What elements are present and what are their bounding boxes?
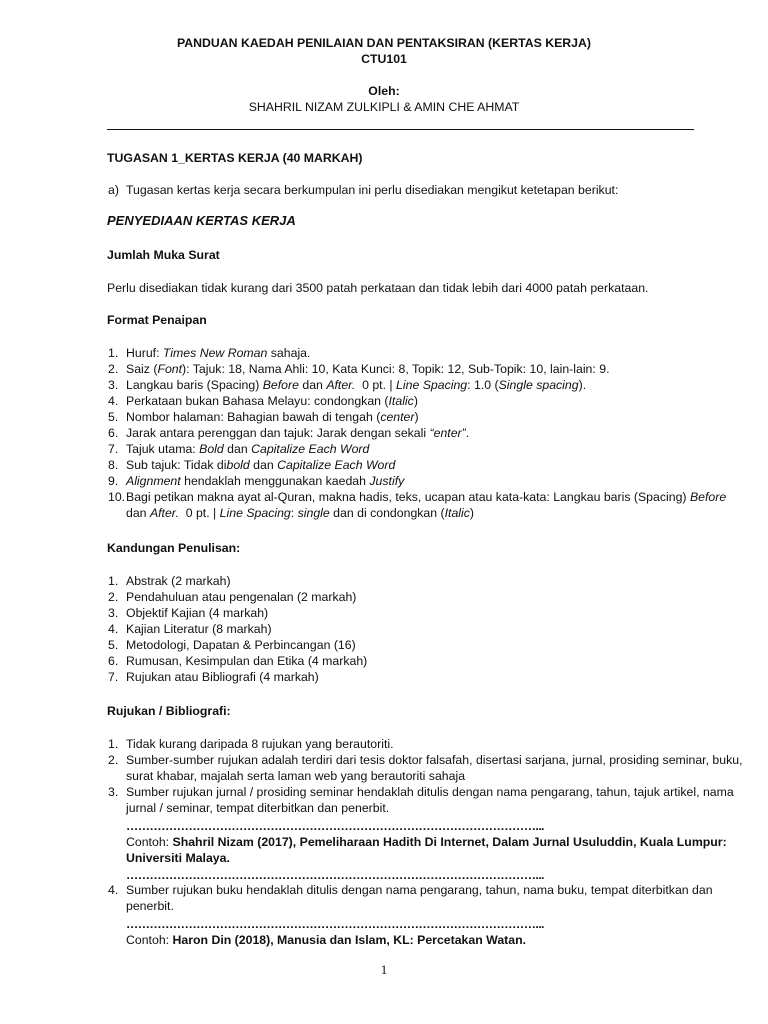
example-book: Contoh: Haron Din (2018), Manusia dan Islam, KL: Percetakan Watan. (126, 933, 527, 947)
document-title: PANDUAN KAEDAH PENILAIAN DAN PENTAKSIRAN (KERTAS KERJA) (176, 36, 591, 50)
page-number: 1 (380, 962, 388, 977)
section-title: PENYEDIAAN KERTAS KERJA (107, 213, 296, 228)
dotted-separator: ……………………………………………………………………………………………... (126, 868, 544, 882)
content-heading: Kandungan Penulisan: (107, 541, 241, 555)
dotted-separator: ……………………………………………………………………………………………... (126, 819, 544, 833)
dotted-separator: ……………………………………………………………………………………………... (126, 917, 544, 931)
intro-marker: a) (108, 183, 119, 197)
course-code: CTU101 (361, 52, 407, 66)
example-journal-cont: Universiti Malaya. (126, 851, 230, 865)
authors: SHAHRIL NIZAM ZULKIPLI & AMIN CHE AHMAT (248, 100, 520, 114)
pages-heading: Jumlah Muka Surat (107, 248, 220, 262)
format-heading: Format Penaipan (107, 313, 207, 327)
task-heading: TUGASAN 1_KERTAS KERJA (40 MARKAH) (107, 151, 363, 165)
references-heading: Rujukan / Bibliografi: (107, 704, 231, 718)
document-page: PANDUAN KAEDAH PENILAIAN DAN PENTAKSIRAN (KERTAS KERJA) CTU101 Oleh: SHAHRIL NIZAM ZULKIPLI & AMIN CHE AHMAT TUGASAN 1_KERTAS KERJA (40 MARKAH) a) Tugasan kertas kerja secara berkumpulan ini perlu disediakan mengikut ketetapan berikut: PENYEDIAAN KERTAS KERJA Jumlah Muka Surat Perlu disediakan tidak kurang dari 3500 patah perkataan dan tidak lebih dari 4000 patah perkataan. Format Penaipan 1. Huruf: Times New Roman sahaja. 2. Saiz (Font): Tajuk: 18, Nama Ahli: 10, Kata Kunci: 8, Topik: 12, Sub-Topik: 10, lain-lain: 9. 3. Langkau baris (Spacing) Before dan After. 0 pt. | Line Spacing: 1.0 (Single spacing). 4. Perkataan bukan Bahasa Melayu: condongkan (Italic) 5. Nombor halaman: Bahagian bawah di tengah (center) 6. Jarak antara perenggan dan tajuk: Jarak dengan sekali “enter”. 7. Tajuk utama: Bold dan Capitalize Each Word 8. Sub tajuk: Tidak dibold dan Capitalize Each Word 9. Alignment hendaklah menggunakan kaedah Justify 10. Bagi petikan makna ayat al-Quran, makna hadis, teks, ucapan atau kata-kata: Langkau baris (Spacing) Before dan After. 0 pt. | Line Spacing: single dan di condongkan (Italic) Kandungan Penulisan: 1. Abstrak (2 markah) 2. Pendahuluan atau pengenalan (2 markah) 3. Objektif Kajian (4 markah) 4. Kajian Literatur (8 markah) 5. Metodologi, Dapatan & Perbincangan (16) 6. Rumusan, Kesimpulan dan Etika (4 markah) 7. Rujukan atau Bibliografi (4 markah) Rujukan / Bibliografi: 1. Tidak kurang daripada 8 rujukan yang berautoriti. 2. Sumber-sumber rujukan adalah terdiri dari tesis doktor falsafah, disertasi sarjana, jurnal, prosiding seminar, buku, surat khabar, majalah serta laman web yang berautoriti sahaja 3. Sumber rujukan jurnal / prosiding seminar hendaklah ditulis dengan nama pengarang, tahun, tajuk artikel, nama jurnal / seminar, tempat diterbitkan dan penerbit. ……………………………………………………………………………………………... Contoh: Shahril Nizam (2017), Pemeliharaan Hadith Di Internet, Dalam Jurnal Usuluddin, Kuala Lumpur: Universiti Malaya. ……………………………………………………………………………………………... 4. Sumber rujukan buku hendaklah ditulis dengan nama pengarang, tahun, nama buku, tempat diterbitkan dan penerbit. ……………………………………………………………………………………………... Contoh: Haron Din (2018), Manusia dan Islam, KL: Percetakan Watan. 1 (0, 0, 768, 1024)
example-journal: Contoh: Shahril Nizam (2017), Pemeliharaan Hadith Di Internet, Dalam Jurnal Usuluddin, Kuala Lumpur: (126, 835, 727, 849)
by-label: Oleh: (368, 84, 400, 98)
pages-text: Perlu disediakan tidak kurang dari 3500 patah perkataan dan tidak lebih dari 4000 patah perkataan. (107, 281, 649, 295)
task-intro: Tugasan kertas kerja secara berkumpulan ini perlu disediakan mengikut ketetapan berikut: (126, 183, 619, 197)
header-divider (107, 129, 694, 130)
